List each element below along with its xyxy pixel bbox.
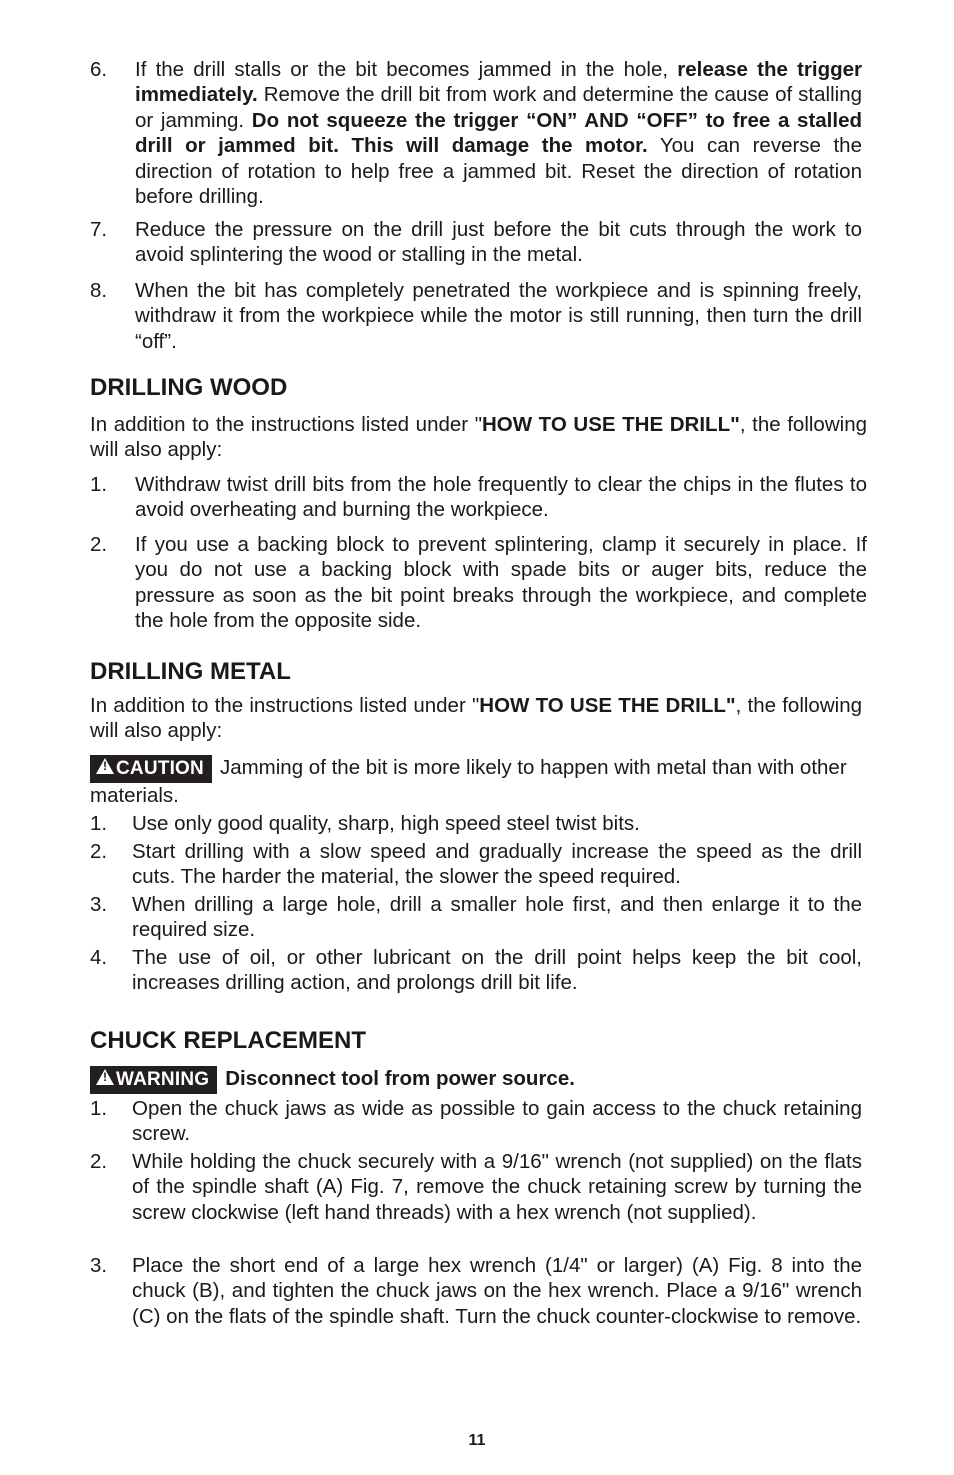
drilling-wood-intro: In addition to the instructions listed under "HOW TO USE THE DRILL", the following will also apply: <box>90 413 867 462</box>
list-item: Withdraw twist drill bits from the hole frequently to clear the chips in the flutes to avoid overheating and burning the workpiece. <box>135 473 867 522</box>
warning-badge: !WARNING <box>90 1066 217 1094</box>
list-item: Use only good quality, sharp, high speed steel twist bits. <box>132 812 640 835</box>
list-item: Open the chuck jaws as wide as possible to gain access to the chuck retaining screw. <box>132 1097 862 1146</box>
list-item: Place the short end of a large hex wrench (1/4" or larger) (A) Fig. 8 into the chuck (B), and tighten the chuck jaws on the hex wrench. Place a 9/16" wrench (C) on the flats of the spindle shaft. Turn the chuck counter-clockwise to remove. <box>132 1254 862 1328</box>
list-item: If you use a backing block to prevent splintering, clamp it securely in place. If you do not use a backing block with spade bits or auger bits, reduce the pressure as soon as the bit point breaks through the workpiece, and complete the hole from the opposite side. <box>135 533 867 633</box>
drilling-metal-intro: In addition to the instructions listed under "HOW TO USE THE DRILL", the following will also apply: <box>90 694 862 743</box>
list-item: When drilling a large hole, drill a smaller hole first, and then enlarge it to the required size. <box>132 893 862 942</box>
list-item-8: When the bit has completely penetrated the workpiece and is spinning freely, withdraw it from the workpiece while the motor is still running, then turn the drill “off”. <box>135 279 862 353</box>
list-item-7: Reduce the pressure on the drill just before the bit cuts through the work to avoid splintering the wood or stalling in the metal. <box>135 218 862 267</box>
list-item: Start drilling with a slow speed and gradually increase the speed as the drill cuts. The harder the material, the slower the speed required. <box>132 840 862 889</box>
list-number: 1. <box>90 812 108 835</box>
list-number: 2. <box>90 533 108 556</box>
list-item: The use of oil, or other lubricant on the drill point helps keep the bit cool, increases drilling action, and prolongs drill bit life. <box>132 946 862 995</box>
alert-triangle-icon <box>96 1069 114 1085</box>
warning-notice: !WARNING Disconnect tool from power source. <box>90 1066 867 1094</box>
list-number: 3. <box>90 893 108 916</box>
caution-badge: !CAUTION <box>90 755 212 783</box>
list-number: 1. <box>90 473 108 496</box>
list-number: 2. <box>90 1150 108 1173</box>
list-number: 2. <box>90 840 108 863</box>
page-number: 11 <box>468 1432 486 1449</box>
list-number: 1. <box>90 1097 108 1120</box>
caution-notice: !CAUTION Jamming of the bit is more likely to happen with metal than with other materials. <box>90 755 860 808</box>
list-number: 6. <box>90 58 108 81</box>
section-heading-drilling-metal: DRILLING METAL <box>90 658 291 685</box>
list-number: 4. <box>90 946 108 969</box>
list-number: 7. <box>90 218 108 241</box>
list-number: 3. <box>90 1254 108 1277</box>
list-number: 8. <box>90 279 108 302</box>
section-heading-drilling-wood: DRILLING WOOD <box>90 374 288 401</box>
list-item-6: If the drill stalls or the bit becomes jammed in the hole, release the trigger immediately. Remove the drill bit from work and determine the cause of stalling or jamming. Do not squeeze the trigger “ON” AND “OFF” to free a stalled drill or jammed bit. This will damage the motor. You can reverse the direction of rotation to help free a jammed bit. Reset the direction of rotation before drilling. <box>135 58 862 209</box>
alert-triangle-icon <box>96 758 114 774</box>
section-heading-chuck-replacement: CHUCK REPLACEMENT <box>90 1027 366 1054</box>
list-item: While holding the chuck securely with a 9/16" wrench (not supplied) on the flats of the spindle shaft (A) Fig. 7, remove the chuck retaining screw by turning the screw clockwise (left hand threads) with a hex wrench (not supplied). <box>132 1150 862 1224</box>
